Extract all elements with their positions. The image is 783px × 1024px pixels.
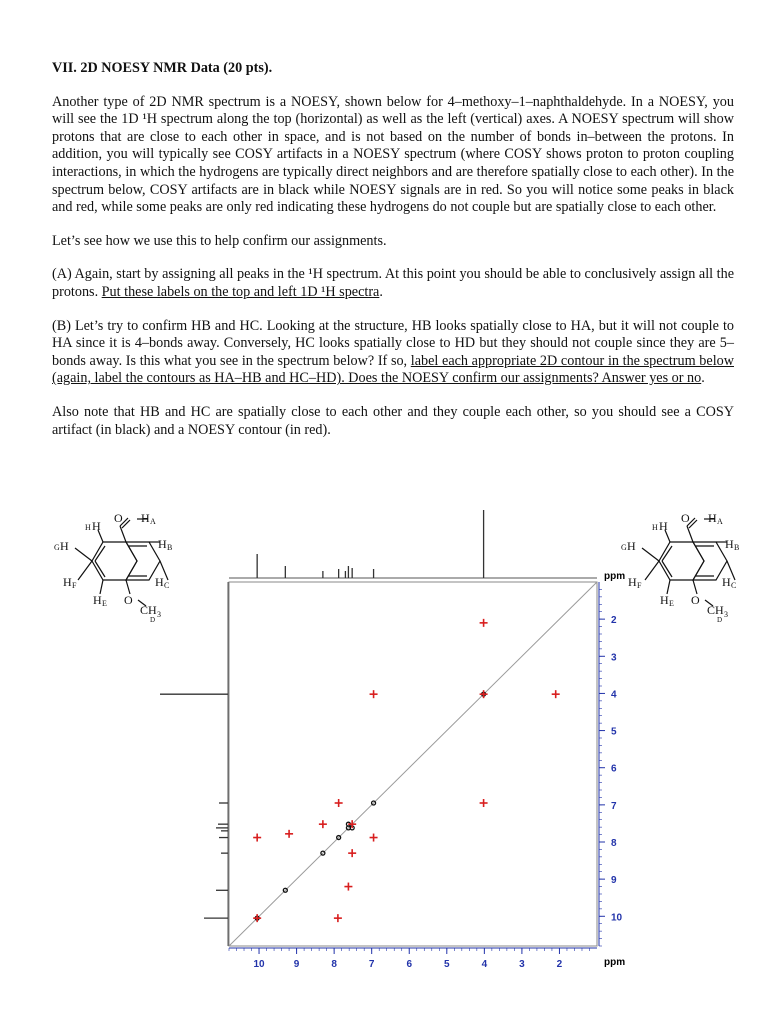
noesy-peak [370,690,378,698]
label-r-hb: H [725,537,734,551]
noesy-peak [334,914,342,922]
label-r-ch3: CH [707,603,724,617]
label-ch3: CH [140,603,157,617]
label-he: H [93,593,102,607]
noesy-peak [253,834,261,842]
label-r-hc: H [722,575,731,589]
y-unit-label: ppm [604,571,626,582]
top-projection [229,510,597,578]
label-r-hg-sub: G [621,543,627,552]
label-r-aldehyde-o: O [681,511,690,525]
y-tick-label-2: 2 [611,615,617,627]
label-r-ch3-sub: 3 [724,610,728,619]
label-he-sub: E [102,599,107,608]
y-tick-label-4: 4 [611,689,617,701]
noesy-peak [335,799,343,807]
part-b-text: (B) Let’s try to confirm HB and HC. Looking at the structure, HB looks spatially close to HA, but it will not couple to HA since it is 4–bonds away. Conversely, HC looks spatially close to HD but they should not couple since they are 5–bonds away. Is this what you see in the spectrum below? If so, [52,317,734,369]
y-tick-label-3: 3 [611,652,617,664]
label-r-hf: H [628,575,637,589]
y-tick-label-10: 10 [611,912,623,924]
label-r-hf-sub: F [637,581,642,590]
part-a-instruction: Put these labels on the top and left 1D ¹H spectra [101,283,380,300]
label-hf: H [63,575,72,589]
section-title: VII. 2D NOESY NMR Data (20 pts). [52,60,273,76]
label-hc: H [155,575,164,589]
label-aldehyde-o: O [114,511,123,525]
label-r-hh-sub: H [652,523,658,532]
part-b-instruction: label each appropriate 2D contour in the spectrum below (again, label the contours as HA–HB and HC–HD). Does the NOESY confirm our assignments? Answer yes or no [52,352,734,387]
label-r-ha: H [708,511,717,525]
left-projection [160,582,228,946]
y-tick-label-9: 9 [611,875,617,887]
noesy-peak [285,830,293,838]
x-tick-label-4: 4 [481,959,488,970]
y-tick-label-5: 5 [611,726,617,738]
x-tick-label-2: 2 [556,959,563,970]
label-ha-sub: A [150,517,156,526]
label-hg: H [60,539,69,553]
label-r-ha-sub: A [717,517,723,526]
label-hg-sub: G [54,543,60,552]
noesy-peak [480,799,488,807]
note-paragraph: Also note that HB and HC are spatially close to each other and they couple each other, so you should see a COSY artifact (in black) and a NOESY contour (in red). [52,403,734,438]
part-a-end: . [379,283,383,300]
structure-right [621,511,739,624]
y-tick-label-6: 6 [611,763,617,775]
label-hc-sub: C [164,581,170,590]
structure-right-labels [621,511,739,624]
label-r-hc-sub: C [731,581,737,590]
noesy-peak [348,849,356,857]
x-tick-label-8: 8 [331,959,337,970]
label-ch3-sub: 3 [157,610,161,619]
y-tick-label-7: 7 [611,800,617,812]
label-hf-sub: F [72,581,77,590]
lets-see-paragraph: Let’s see how we use this to help confirm our assignments. [52,232,387,249]
label-methoxy-o: O [124,593,133,607]
label-r-hg: H [627,539,636,553]
x-unit-label: ppm [604,957,626,968]
label-d-sub: D [150,616,156,624]
x-tick-label-9: 9 [293,959,300,970]
x-tick-label-6: 6 [406,959,413,970]
intro-paragraph: Another type of 2D NMR spectrum is a NOESY, shown below for 4–methoxy–1–naphthaldehyde. In a NOESY, you will see the 1D ¹H spectrum along the top (horizontal) as well as the left (vertical) axes. A NOESY spectrum will show protons that are close to each other in space, and is not based on the number of bonds in–between the protons. In addition, you will typically see COSY artifacts in a NOESY spectrum (where COSY shows proton to proton coupling interactions, in which the hydrogens are typically direct neighbors and are therefore spatially close to each other). In the spectrum below, COSY artifacts are in black while NOESY signals are in red. So you will notice some peaks in black and red, while some peaks are only red indicating these hydrogens do not couple but are spatially close to each other. [52,93,734,216]
x-axis [229,948,597,970]
part-b-end: . [701,370,705,387]
x-tick-label-5: 5 [444,959,450,970]
noesy-peak [552,690,560,698]
noesy-peak [370,834,378,842]
label-ha: H [141,511,150,525]
label-hb-sub: B [167,543,173,552]
x-tick-label-3: 3 [519,959,525,970]
label-r-methoxy-o: O [691,593,700,607]
label-r-hb-sub: B [734,543,740,552]
label-r-he-sub: E [669,599,674,608]
part-a-text: (A) Again, start by assigning all peaks in the ¹H spectrum. At this point you should be able to conclusively assign all the protons. [52,266,734,300]
label-hh-sub: H [85,523,91,532]
noesy-peak [344,883,352,891]
label-hb: H [158,537,167,551]
noesy-peak [319,820,327,828]
structure-left-labels [54,511,172,624]
x-tick-label-7: 7 [368,959,375,970]
noesy-peak [480,619,488,627]
label-r-he: H [660,593,669,607]
y-tick-label-8: 8 [611,838,617,849]
label-r-d-sub: D [717,616,723,624]
label-hh: H [92,519,101,533]
x-tick-label-10: 10 [253,959,265,970]
label-r-hh: H [659,519,668,533]
structure-left [54,511,172,624]
y-axis [599,582,623,946]
